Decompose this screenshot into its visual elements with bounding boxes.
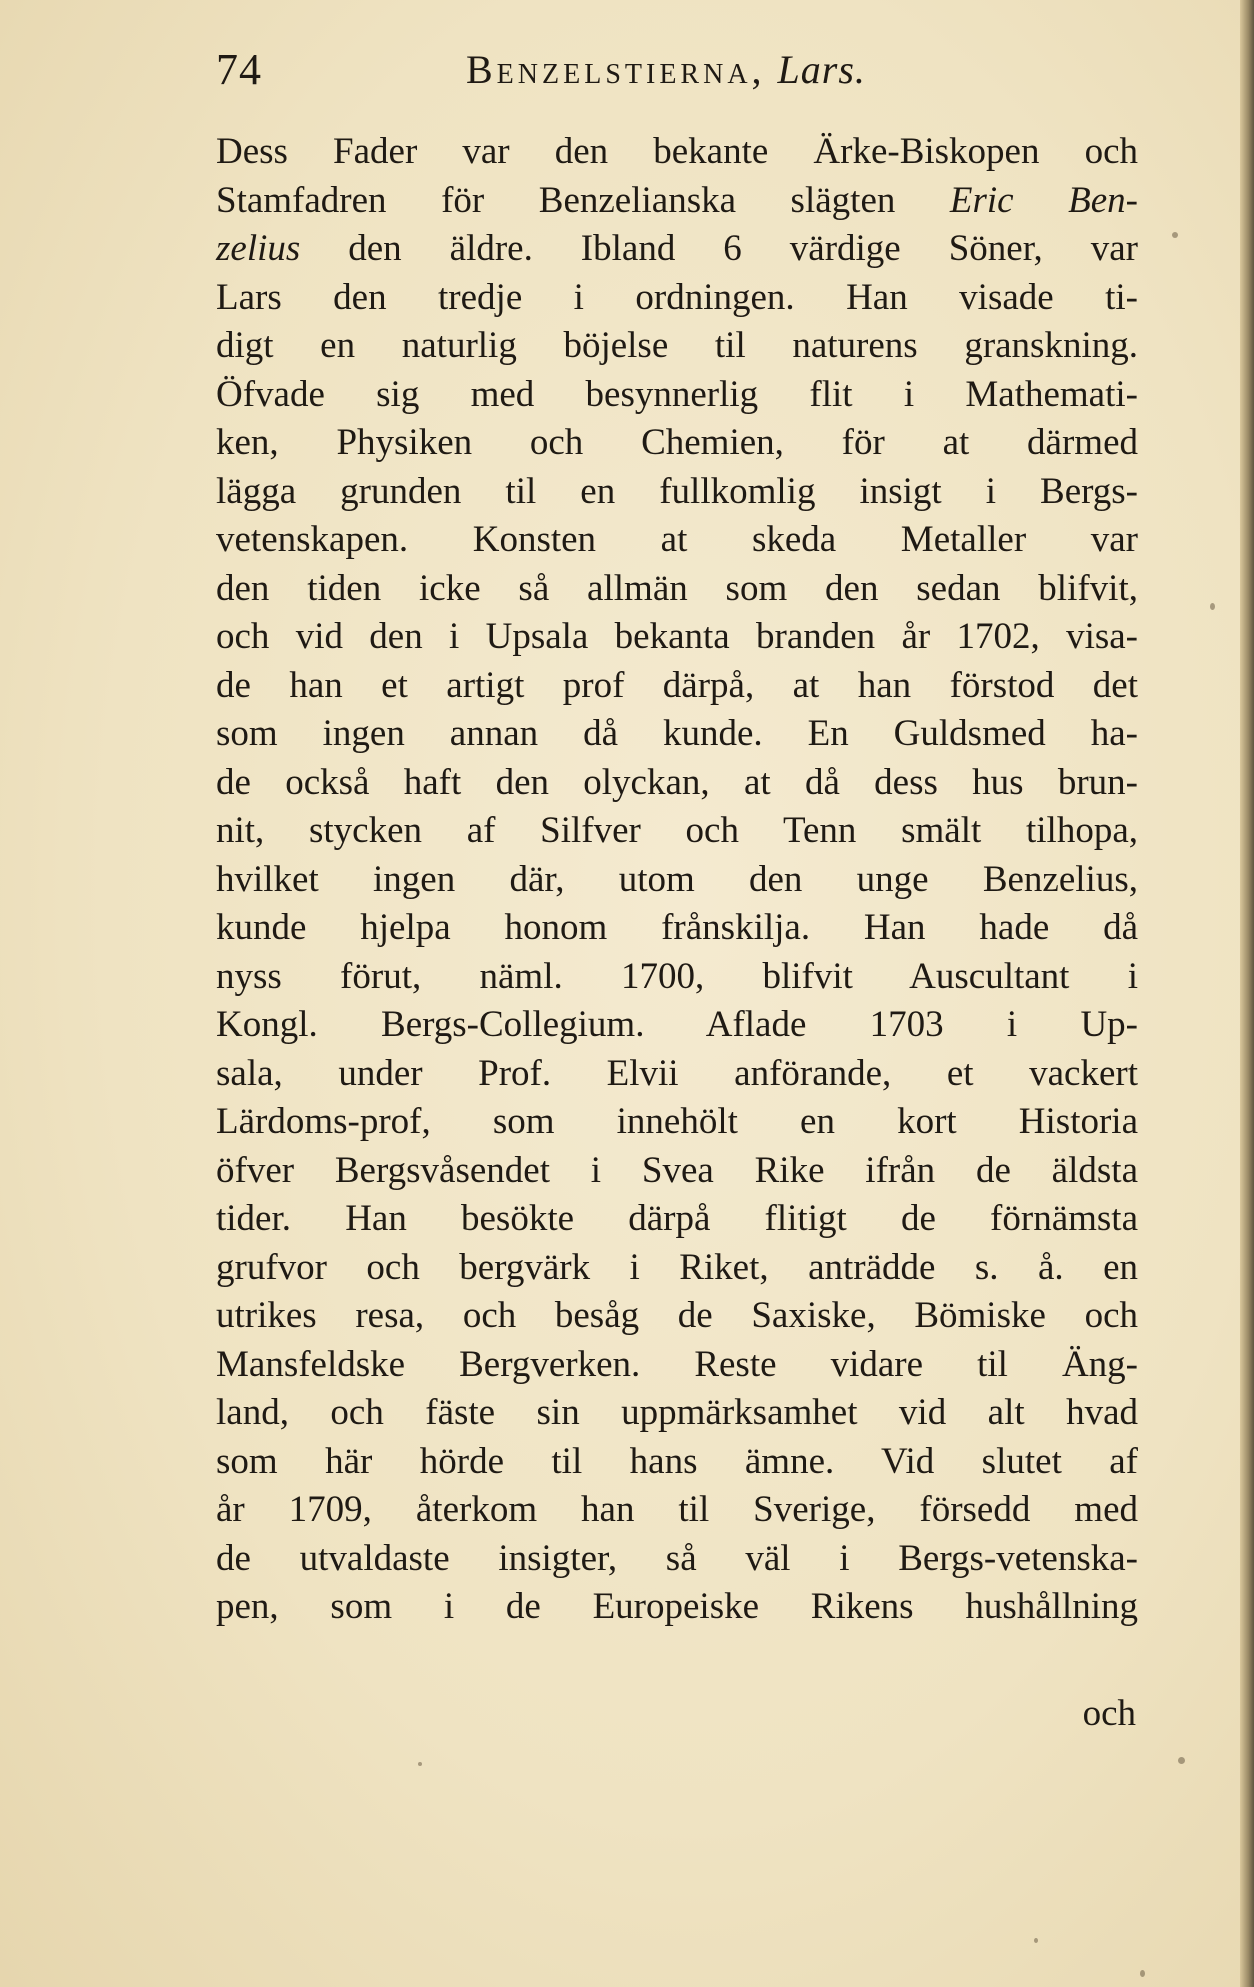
paper-speck [1178, 1757, 1185, 1764]
text-line [216, 274, 1138, 323]
text-line [216, 759, 1138, 808]
running-head-name: Benzelstierna, [466, 47, 766, 92]
text-line [216, 419, 1138, 468]
text-segment: lägga grunden til en fullkomlig insigt i Bergs- [216, 470, 1138, 512]
text-segment: pen, som i de Europeiske Rikens hushållning [216, 1586, 1138, 1627]
text-segment: hvilket ingen där, utom den unge Benzelius, [216, 858, 1138, 900]
text-line [216, 1389, 1138, 1438]
text-segment: Öfvade sig med besynnerlig flit i Mathemati- [216, 373, 1138, 415]
text-segment: de utvaldaste insigter, så väl i Bergs-vetenska- [216, 1537, 1138, 1579]
text-segment: som ingen annan då kunde. En Guldsmed ha- [216, 713, 1138, 754]
paper-speck [1210, 603, 1215, 610]
text-segment: vetenskapen. Konsten at skeda Metaller var [216, 519, 1138, 560]
text-segment: år 1709, återkom han til Sverige, försedd med [216, 1489, 1138, 1530]
text-line [216, 516, 1138, 565]
text-segment: Mansfeldske Bergverken. Reste vidare til Äng- [216, 1343, 1138, 1385]
text-segment: Kongl. Bergs-Collegium. Aflade 1703 i Up- [216, 1004, 1138, 1045]
text-line [216, 225, 1138, 274]
text-segment: digt en naturlig böjelse til naturens granskning. [216, 325, 1138, 366]
text-segment: nyss förut, näml. 1700, blifvit Auscultant i [216, 955, 1138, 997]
text-segment: Eric Ben- [949, 179, 1138, 221]
text-line [216, 1486, 1138, 1535]
text-segment: ken, Physiken och Chemien, för at därmed [216, 422, 1138, 463]
text-segment: Lars den tredje i ordningen. Han visade ti- [216, 276, 1138, 318]
running-head-given: Lars. [777, 47, 866, 92]
text-line [216, 1244, 1138, 1293]
text-line [216, 1098, 1138, 1147]
text-line [216, 710, 1138, 759]
text-line [216, 807, 1138, 856]
paper-speck [1034, 1938, 1038, 1943]
text-segment: Stamfadren för Benzelianska slägten [216, 179, 950, 221]
text-line [216, 856, 1138, 905]
text-segment: kunde hjelpa honom frånskilja. Han hade då [216, 907, 1138, 948]
text-line [216, 322, 1138, 371]
text-line [216, 613, 1138, 662]
text-segment: den tiden icke så allmän som den sedan blifvit, [216, 567, 1138, 609]
text-line [216, 1438, 1138, 1487]
body-text [216, 128, 1138, 1632]
page-edge-shadow [1240, 0, 1254, 1987]
text-segment: sala, under Prof. Elvii anförande, et vackert [216, 1052, 1138, 1094]
text-line [216, 565, 1138, 614]
text-line [216, 1535, 1138, 1584]
catchword: och [1082, 1693, 1136, 1734]
text-segment: öfver Bergsvåsendet i Svea Rike ifrån de äldsta [216, 1149, 1138, 1191]
text-segment: grufvor och bergvärk i Riket, anträdde s. å. en [216, 1246, 1138, 1288]
running-head [466, 40, 866, 100]
text-line [216, 468, 1138, 517]
page-header [216, 40, 1136, 100]
page-number: 74 [216, 45, 262, 94]
text-line [216, 1292, 1138, 1341]
text-line [216, 953, 1138, 1002]
text-segment: land, och fäste sin uppmärksamhet vid alt hvad [216, 1392, 1138, 1433]
paper-speck [418, 1762, 422, 1766]
text-line [216, 1147, 1138, 1196]
paper-speck [1140, 1970, 1145, 1977]
text-segment: Dess Fader var den bekante Ärke-Biskopen och [216, 131, 1138, 172]
text-segment: tider. Han besökte därpå flitigt de förnämsta [216, 1198, 1138, 1239]
text-segment: zelius [216, 228, 301, 269]
text-segment: utrikes resa, och besåg de Saxiske, Bömiske och [216, 1295, 1138, 1336]
text-line [216, 662, 1138, 711]
text-line [216, 904, 1138, 953]
text-segment: nit, stycken af Silfver och Tenn smält tilhopa, [216, 810, 1138, 851]
text-segment: och vid den i Upsala bekanta branden år 1702, visa- [216, 616, 1138, 657]
text-line [216, 177, 1138, 226]
text-line [216, 1195, 1138, 1244]
text-line [216, 1050, 1138, 1099]
text-segment: de också haft den olyckan, at då dess hus brun- [216, 761, 1138, 803]
paper-speck [1172, 232, 1178, 238]
text-line [216, 1583, 1138, 1632]
text-segment: som här hörde til hans ämne. Vid slutet af [216, 1440, 1138, 1482]
text-segment: de han et artigt prof därpå, at han förstod det [216, 664, 1138, 706]
text-segment: den äldre. Ibland 6 värdige Söner, var [300, 228, 1138, 269]
text-line [216, 1001, 1138, 1050]
text-line [216, 371, 1138, 420]
text-line [216, 128, 1138, 177]
text-line [216, 1341, 1138, 1390]
text-segment: Lärdoms-prof, som innehölt en kort Historia [216, 1101, 1138, 1142]
